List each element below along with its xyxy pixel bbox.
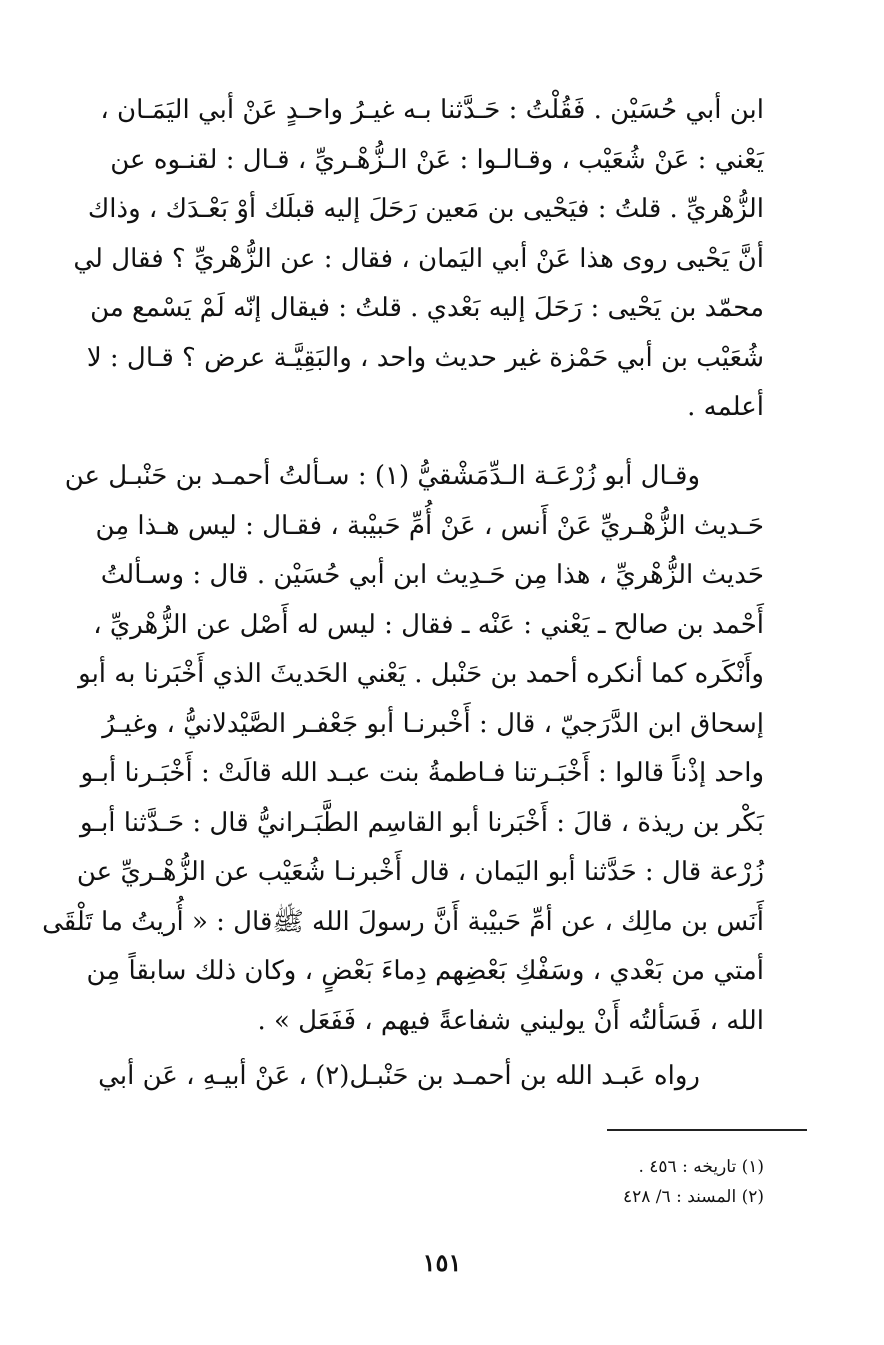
text-line: بَكْر بن ريذة ، قالَ : أَخْبَرنا أبو القاسِم الطَّبَـرانيُّ قال : حَـدَّثنا أبـو [80,807,764,838]
text-line: إسحاق ابن الدَّرَجيّ ، قال : أَخْبرنـا أبو جَعْفـر الصَّيْدلانيُّ ، وغيـرُ [102,708,764,739]
text-line: يَعْني : عَنْ شُعَيْب ، وقـالـوا : عَنْ الـزُّهْـريِّ ، قـال : لقنـوه عن [110,144,764,175]
paragraph-2 [42,452,764,1046]
footnotes [440,1152,764,1212]
text-line: ابن أبي حُسَيْن . فَقُلْتُ : حَـدَّثنا بـه غيـرُ واحـدٍ عَنْ أبي اليَمَـان ، [100,95,764,125]
footnote-2: (٢) المسند : ٦/ ٤٢٨ [623,1187,764,1207]
text-line: حَـديث الزُّهْـريِّ عَنْ أَنس ، عَنْ أُمِّ حَبيْبة ، فقـال : ليس هـذا مِن [95,510,764,541]
text-line: وقـال أبو زُرْعَـة الـدِّمَشْقيُّ (١) : سـألتُ أحمـد بن حَنْبـل عن [64,461,700,491]
paragraph-3 [98,1052,764,1102]
text-line: واحد إذْناً قالوا : أَخْبَـرتنا فـاطمةُ بنت عبـد الله قالَتْ : أَخْبَـرنا أبـو [80,758,764,788]
text-line: أَحْمد بن صالح ـ يَعْني : عَنْه ـ فقال : ليس له أَصْل عن الزُّهْريِّ ، [93,609,764,640]
text-line: محمّد بن يَحْيى : رَحَلَ إليه بَعْدي . قلتُ : فيقال إنّه لَمْ يَسْمع من [90,293,764,323]
footnote-1: (١) تاريخه : ٤٥٦ . [638,1157,764,1177]
footnote-separator [607,1129,807,1131]
text-line: حَديث الزُّهْريِّ ، هذا مِن حَـدِيث ابن أبي حُسَيْن . قال : وسـألتُ [100,560,764,590]
text-line: رواه عَبـد الله بن أحمـد بن حَنْبـل(٢) ، عَنْ أبيـهِ ، عَن أبي [98,1061,700,1091]
text-line: زُرْعة قال : حَدَّثنا أبو اليَمان ، قال أَخْبرنـا شُعَيْب عن الزُّهْـريِّ عن [76,857,764,887]
text-line: أمتي من بَعْدي ، وسَفْكِ بَعْضِهم دِماءَ بَعْضٍ ، وكان ذلك سابقاً مِن [86,956,764,986]
text-line: الله ، فَسَألتُه أَنْ يوليني شفاعةً فيهم ، فَفَعَل » . [257,1005,764,1036]
text-line: الزُّهْريِّ . قلتُ : فيَحْيى بن مَعين رَحَلَ إليه قبلَك أوْ بَعْـدَك ، وذاك [87,194,764,224]
text-line: أَنَس بن مالِك ، عن أمِّ حَبيْبة أَنَّ رسولَ الله ﷺقال : « أُريتُ ما تَلْقَى [42,906,764,937]
page-number: ١٥١ [422,1248,462,1277]
text-line: وأَنْكَره كما أنكره أحمد بن حَنْبل . يَعْني الحَديثَ الذي أَخْبَرنا به أبو [78,659,764,689]
text-line: أعلمه . [687,392,764,422]
paragraph-1 [73,86,764,433]
text-line: أنَّ يَحْيى روى هذا عَنْ أبي اليَمان ، فقال : عن الزُّهْريِّ ؟ فقال لي [73,243,764,274]
text-line: شُعَيْب بن أبي حَمْزة غير حديث واحد ، والبَقِيَّـة عرض ؟ قـال : لا [86,342,764,373]
